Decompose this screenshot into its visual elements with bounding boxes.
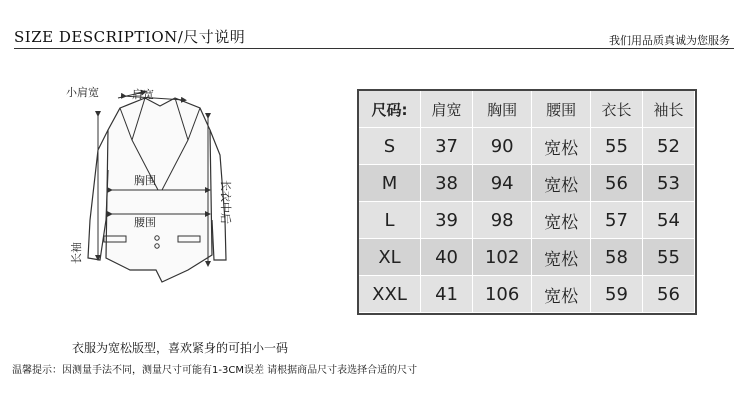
length-cell: 57 [591, 202, 643, 239]
waist-cell: 宽松 [532, 202, 591, 239]
size-cell: XL [359, 239, 421, 276]
header-divider [14, 48, 734, 49]
waist-cell: 宽松 [532, 239, 591, 276]
waist-cell: 宽松 [532, 276, 591, 313]
chest-cell: 90 [473, 128, 532, 165]
chest-cell: 106 [473, 276, 532, 313]
column-header: 尺码: [359, 91, 421, 128]
sleeve-cell: 55 [643, 239, 695, 276]
length-cell: 58 [591, 239, 643, 276]
service-slogan: 我们用品质真诚为您服务 [609, 34, 730, 47]
shoulder-cell: 38 [421, 165, 473, 202]
length-cell: 55 [591, 128, 643, 165]
table-row [359, 239, 695, 276]
length-cell: 56 [591, 165, 643, 202]
waist-cell: 宽松 [532, 128, 591, 165]
page-title: SIZE DESCRIPTION/尺寸说明 [14, 28, 246, 46]
label-waist: 腰围 [134, 216, 156, 229]
shoulder-cell: 37 [421, 128, 473, 165]
chest-cell: 102 [473, 239, 532, 276]
column-header: 腰围 [532, 91, 591, 128]
size-cell: XXL [359, 276, 421, 313]
chest-cell: 98 [473, 202, 532, 239]
waist-cell: 宽松 [532, 165, 591, 202]
sleeve-cell: 54 [643, 202, 695, 239]
table-row [359, 202, 695, 239]
shoulder-cell: 39 [421, 202, 473, 239]
table-row [359, 165, 695, 202]
column-header: 衣长 [591, 91, 643, 128]
length-cell: 59 [591, 276, 643, 313]
sleeve-cell: 56 [643, 276, 695, 313]
size-cell: L [359, 202, 421, 239]
size-cell: M [359, 165, 421, 202]
shoulder-cell: 41 [421, 276, 473, 313]
label-sleeve: 长袖 [70, 242, 83, 264]
size-cell: S [359, 128, 421, 165]
label-small-shoulder: 小肩宽 [66, 86, 99, 99]
sleeve-cell: 52 [643, 128, 695, 165]
label-length: 长衣中后 [219, 180, 232, 224]
table-row [359, 128, 695, 165]
sleeve-cell: 53 [643, 165, 695, 202]
label-shoulder: 肩宽 [132, 88, 154, 101]
size-table [357, 89, 697, 315]
column-header: 肩宽 [421, 91, 473, 128]
table-row [359, 276, 695, 313]
shoulder-cell: 40 [421, 239, 473, 276]
blazer-measurement-diagram [60, 70, 280, 300]
table-header-row [359, 91, 695, 128]
column-header: 袖长 [643, 91, 695, 128]
measurement-tip: 温馨提示：因测量手法不同，测量尺寸可能有1-3CM误差 请根据商品尺寸表选择合适的尺寸 [12, 365, 418, 376]
blazer-illustration [60, 70, 280, 300]
fit-note: 衣服为宽松版型，喜欢紧身的可拍小一码 [72, 341, 289, 355]
label-chest: 胸围 [134, 174, 156, 187]
column-header: 胸围 [473, 91, 532, 128]
chest-cell: 94 [473, 165, 532, 202]
